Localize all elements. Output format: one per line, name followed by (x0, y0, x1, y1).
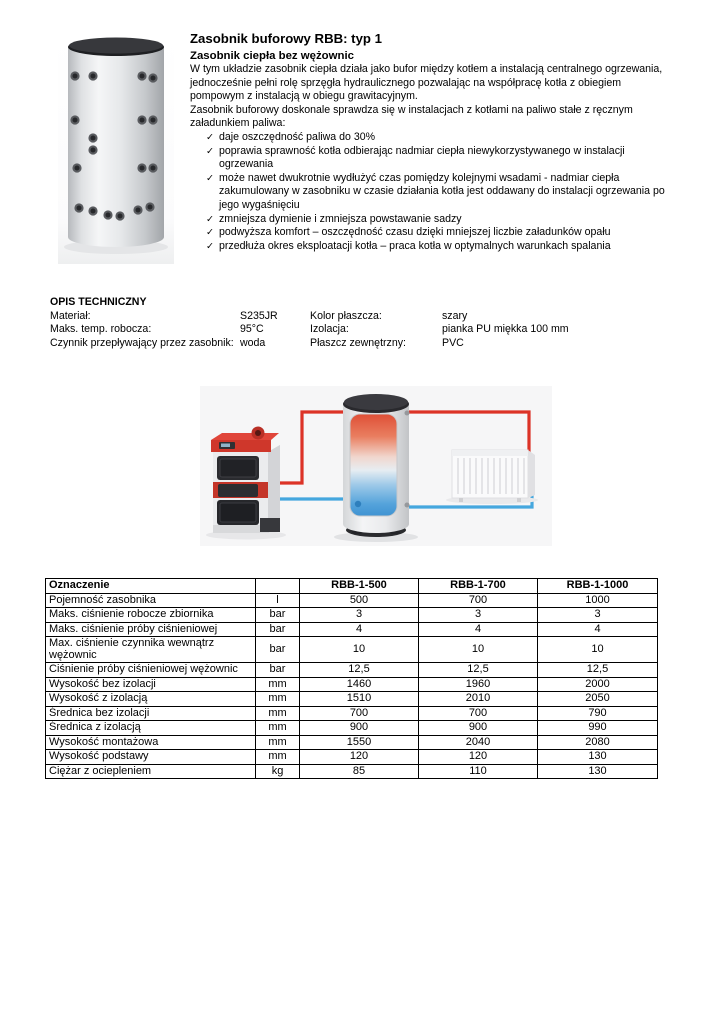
tech-spec-section (50, 296, 675, 350)
benefit-item (190, 172, 672, 213)
tech-spec-row (50, 337, 675, 351)
page-subtitle: Zasobnik ciepła bez wężownic (190, 50, 354, 62)
param-cell: Średnica bez izolacji (46, 706, 256, 721)
param-cell: Max. ciśnienie czynnika wewnątrz wężownic (46, 637, 256, 663)
param-cell: Wysokość podstawy (46, 750, 256, 765)
value-cell-rbb-1-1000: 2080 (538, 735, 658, 750)
value-cell-rbb-1-1000: 4 (538, 622, 658, 637)
param-cell: Ciężar z ociepleniem (46, 764, 256, 779)
param-cell: Maks. ciśnienie próby ciśnieniowej (46, 622, 256, 637)
checkmark-icon: ✓ (206, 131, 214, 143)
spec-label-left: Maks. temp. robocza: (50, 323, 152, 335)
value-cell-rbb-1-500: 10 (300, 637, 419, 663)
unit-cell: kg (256, 764, 300, 779)
checkmark-icon: ✓ (206, 145, 214, 157)
tech-spec-row (50, 310, 675, 324)
benefit-text: poprawia sprawność kotła odbierając nadmiar ciepła niewykorzystywanego w instalacji ogrzewania (219, 144, 625, 171)
spec-table-row (46, 593, 658, 608)
benefit-text: przedłuża okres eksploatacji kotła – praca kotła w optymalnych warunkach spalania (219, 239, 611, 252)
value-cell-rbb-1-500: 1510 (300, 692, 419, 707)
value-cell-rbb-1-1000: 990 (538, 721, 658, 736)
value-cell-rbb-1-500: 3 (300, 608, 419, 623)
spec-table-header-row (46, 579, 658, 594)
unit-cell: bar (256, 637, 300, 663)
spec-table-row (46, 764, 658, 779)
spec-label-left: Materiał: (50, 309, 91, 322)
spec-label-right: Płaszcz zewnętrzny: (310, 336, 406, 349)
unit-cell: mm (256, 692, 300, 707)
value-cell-rbb-1-500: 1550 (300, 735, 419, 750)
value-cell-rbb-1-700: 10 (419, 637, 538, 663)
value-cell-rbb-1-1000: 2000 (538, 677, 658, 692)
column-header-rbb-1-500: RBB-1-500 (300, 579, 419, 594)
benefits-list (190, 131, 672, 253)
unit-cell: mm (256, 677, 300, 692)
spec-table-row (46, 608, 658, 623)
value-cell-rbb-1-700: 900 (419, 721, 538, 736)
spec-table-row (46, 677, 658, 692)
checkmark-icon: ✓ (206, 227, 214, 239)
value-cell-rbb-1-1000: 3 (538, 608, 658, 623)
spec-table (45, 578, 658, 779)
checkmark-icon: ✓ (206, 172, 214, 184)
value-cell-rbb-1-700: 3 (419, 608, 538, 623)
spec-value-left: woda (240, 336, 266, 349)
param-cell: Pojemność zasobnika (46, 593, 256, 608)
value-cell-rbb-1-1000: 130 (538, 750, 658, 765)
spec-table-row (46, 706, 658, 721)
value-cell-rbb-1-700: 2010 (419, 692, 538, 707)
value-cell-rbb-1-1000: 2050 (538, 692, 658, 707)
intro-paragraph-1: W tym układzie zasobnik ciepła działa jako bufor między kotłem a instalacją centralnego ogrzewania, jednocześnie pełni rolę sprzęgła hydraulicznego pozwalając na współpracę kotła z obiegiem pompowym z instalacją w obiegu grawitacyjnym. (190, 63, 663, 103)
spec-table-row (46, 721, 658, 736)
benefit-item (190, 226, 672, 240)
value-cell-rbb-1-1000: 12,5 (538, 663, 658, 678)
page-title: Zasobnik buforowy RBB: typ 1 (190, 31, 382, 46)
value-cell-rbb-1-700: 110 (419, 764, 538, 779)
benefit-text: może nawet dwukrotnie wydłużyć czas pomiędzy kolejnymi wsadami - nadmiar ciepła zakumulowany w zasobniku w czasie działania kotła jest oddawany do instalacji ogrzewania po jego wygaśnięciu (219, 171, 665, 211)
unit-cell: bar (256, 622, 300, 637)
value-cell-rbb-1-500: 12,5 (300, 663, 419, 678)
value-cell-rbb-1-700: 700 (419, 593, 538, 608)
spec-value-right: szary (442, 309, 468, 322)
checkmark-icon: ✓ (206, 213, 214, 225)
value-cell-rbb-1-1000: 130 (538, 764, 658, 779)
param-cell: Ciśnienie próby ciśnieniowej wężownic (46, 663, 256, 678)
unit-cell: bar (256, 663, 300, 678)
unit-cell: mm (256, 735, 300, 750)
benefit-item (190, 145, 672, 172)
benefit-item (190, 240, 672, 254)
value-cell-rbb-1-700: 12,5 (419, 663, 538, 678)
installation-diagram (200, 386, 552, 546)
param-cell: Wysokość montażowa (46, 735, 256, 750)
benefit-text: zmniejsza dymienie i zmniejsza powstawanie sadzy (219, 212, 462, 225)
value-cell-rbb-1-500: 120 (300, 750, 419, 765)
param-cell: Wysokość bez izolacji (46, 677, 256, 692)
unit-cell: mm (256, 750, 300, 765)
value-cell-rbb-1-500: 900 (300, 721, 419, 736)
header-block (190, 31, 672, 253)
value-cell-rbb-1-700: 700 (419, 706, 538, 721)
value-cell-rbb-1-700: 1960 (419, 677, 538, 692)
spec-value-left: 95°C (240, 323, 264, 335)
column-header-rbb-1-1000: RBB-1-1000 (538, 579, 658, 594)
buffer-tank-icon (334, 394, 418, 542)
column-header-unit (256, 579, 300, 594)
unit-cell: mm (256, 721, 300, 736)
value-cell-rbb-1-1000: 10 (538, 637, 658, 663)
unit-cell: l (256, 593, 300, 608)
benefit-text: podwyższa komfort – oszczędność czasu dzięki mniejszej liczbie załadunków opału (219, 226, 611, 239)
param-cell: Maks. ciśnienie robocze zbiornika (46, 608, 256, 623)
value-cell-rbb-1-1000: 790 (538, 706, 658, 721)
value-cell-rbb-1-500: 85 (300, 764, 419, 779)
spec-value-right: pianka PU miękka 100 mm (442, 323, 569, 335)
spec-table-row (46, 692, 658, 707)
column-header-rbb-1-700: RBB-1-700 (419, 579, 538, 594)
benefit-text: daje oszczędność paliwa do 30% (219, 130, 376, 143)
spec-table-row (46, 622, 658, 637)
unit-cell: bar (256, 608, 300, 623)
spec-label-right: Kolor płaszcza: (310, 309, 382, 322)
spec-table-row (46, 735, 658, 750)
column-header-oznaczenie: Oznaczenie (46, 579, 256, 594)
intro-paragraph-2: Zasobnik buforowy doskonale sprawdza się w instalacjach z kotłami na paliwo stałe z ręcznym załadunkiem paliwa: (190, 103, 633, 130)
value-cell-rbb-1-1000: 1000 (538, 593, 658, 608)
value-cell-rbb-1-500: 4 (300, 622, 419, 637)
product-photo (58, 36, 174, 264)
benefit-item (190, 213, 672, 227)
spec-value-right: PVC (442, 336, 464, 349)
checkmark-icon: ✓ (206, 240, 214, 252)
buffer-tank-photo-icon (58, 36, 174, 264)
param-cell: Średnica z izolacją (46, 721, 256, 736)
spec-label-left: Czynnik przepływający przez zasobnik: (50, 336, 234, 349)
value-cell-rbb-1-500: 1460 (300, 677, 419, 692)
value-cell-rbb-1-700: 4 (419, 622, 538, 637)
value-cell-rbb-1-500: 500 (300, 593, 419, 608)
tech-spec-row (50, 323, 675, 337)
unit-cell: mm (256, 706, 300, 721)
spec-table-row (46, 750, 658, 765)
benefit-item (190, 131, 672, 145)
value-cell-rbb-1-500: 700 (300, 706, 419, 721)
spec-value-left: S235JR (240, 309, 278, 322)
spec-table-row (46, 663, 658, 678)
param-cell: Wysokość z izolacją (46, 692, 256, 707)
value-cell-rbb-1-700: 120 (419, 750, 538, 765)
tech-spec-heading: OPIS TECHNICZNY (50, 296, 147, 308)
radiator-icon (446, 450, 538, 504)
spec-table-row (46, 637, 658, 663)
value-cell-rbb-1-700: 2040 (419, 735, 538, 750)
spec-label-right: Izolacja: (310, 323, 349, 335)
